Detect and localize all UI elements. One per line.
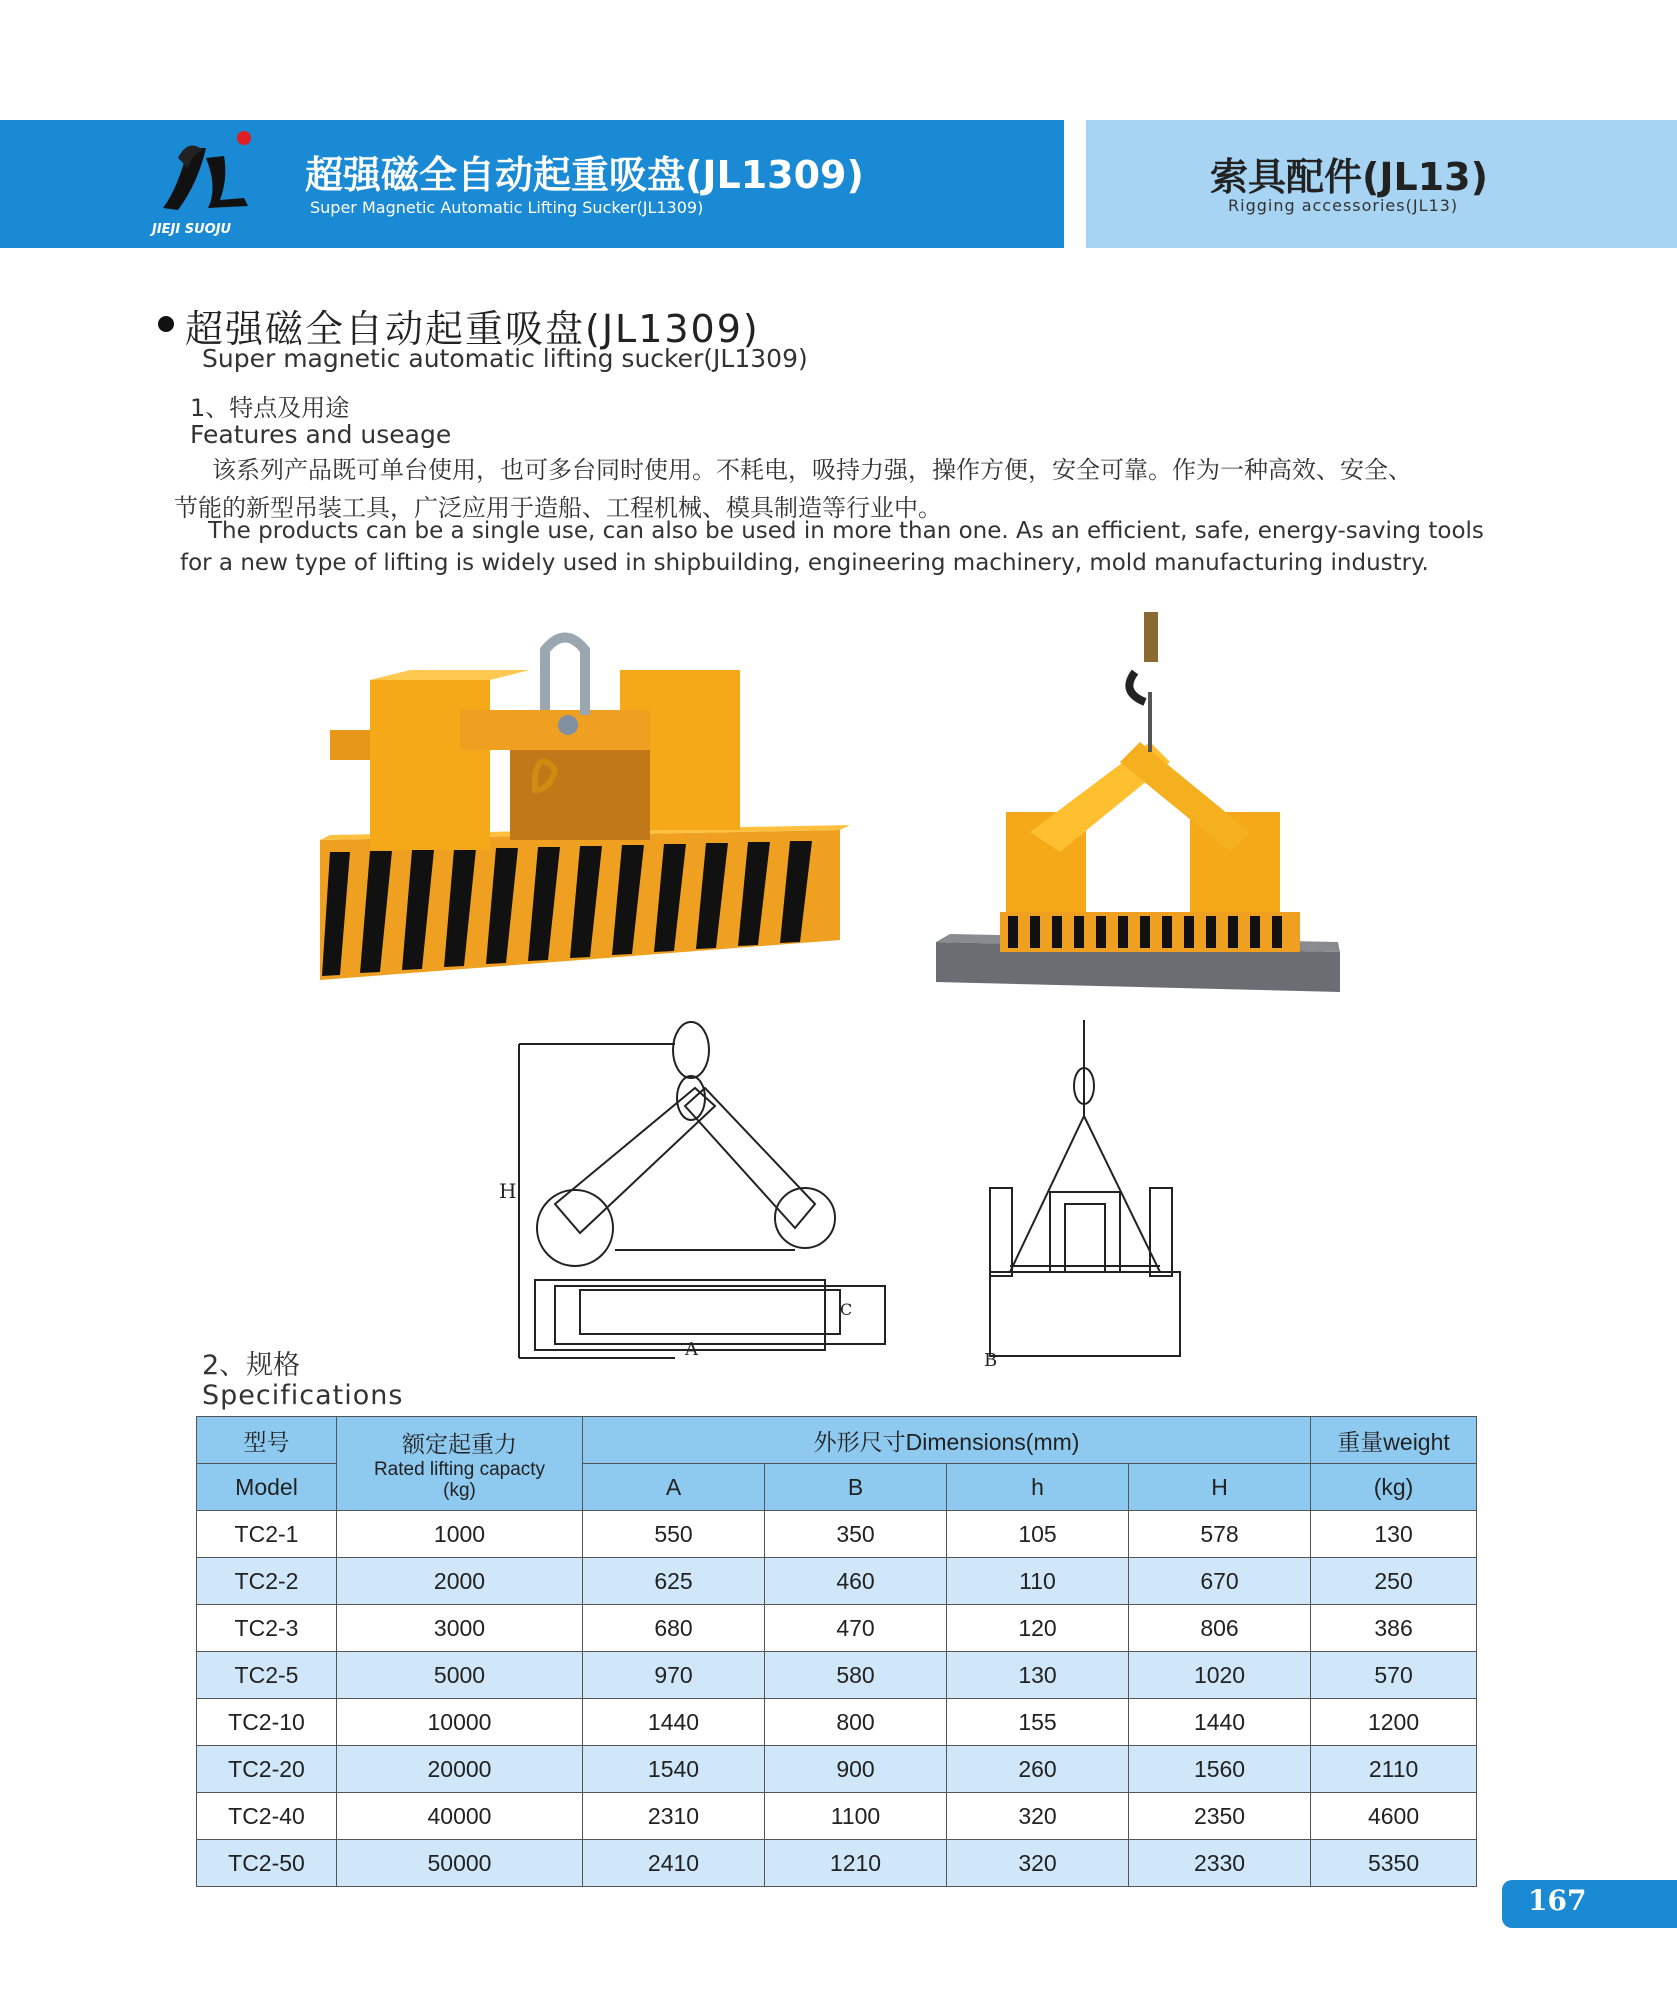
table-cell-weight: 386 xyxy=(1311,1605,1477,1652)
header-model-cn: 型号 xyxy=(197,1417,337,1464)
table-cell-H: 1560 xyxy=(1129,1746,1311,1793)
table-row xyxy=(197,1605,1477,1652)
table-cell-b: 470 xyxy=(765,1605,947,1652)
header-dim-h-small: h xyxy=(947,1464,1129,1511)
table-cell-capacity: 20000 xyxy=(337,1746,583,1793)
header-capacity xyxy=(337,1417,583,1511)
header-category-title: 索具配件(JL13) xyxy=(1210,155,1488,199)
table-cell-model: TC2-3 xyxy=(197,1605,337,1652)
features-heading-cn: 1、特点及用途 xyxy=(190,394,350,422)
table-row xyxy=(197,1840,1477,1887)
header-capacity-cn: 额定起重力 xyxy=(402,1431,517,1457)
header-dim-h-big: H xyxy=(1129,1464,1311,1511)
table-row xyxy=(197,1511,1477,1558)
product-photo-left xyxy=(310,630,850,990)
table-cell-b: 580 xyxy=(765,1652,947,1699)
table-cell-H: 670 xyxy=(1129,1558,1311,1605)
table-cell-weight: 5350 xyxy=(1311,1840,1477,1887)
table-cell-model: TC2-1 xyxy=(197,1511,337,1558)
drawing-label-c: C xyxy=(840,1300,853,1319)
spec-table xyxy=(196,1416,1477,1887)
product-photo-right xyxy=(930,612,1350,1002)
spec-heading-en: Specifications xyxy=(202,1380,404,1411)
table-cell-h: 130 xyxy=(947,1652,1129,1699)
header-weight-unit: (kg) xyxy=(1311,1464,1477,1511)
page-number: 167 xyxy=(1528,1884,1587,1917)
table-cell-model: TC2-50 xyxy=(197,1840,337,1887)
header-subtitle: Super Magnetic Automatic Lifting Sucker(JL1309) xyxy=(310,198,704,217)
table-cell-weight: 250 xyxy=(1311,1558,1477,1605)
section-subtitle: Super magnetic automatic lifting sucker(JL1309) xyxy=(202,344,808,373)
header-weight: 重量weight xyxy=(1311,1417,1477,1464)
description-cn-line2: 节能的新型吊装工具，广泛应用于造船、工程机械、模具制造等行业中。 xyxy=(174,494,942,522)
table-cell-weight: 4600 xyxy=(1311,1793,1477,1840)
description-en-line1: The products can be a single use, can also be used in more than one. As an efficient, safe, energy-saving tools xyxy=(208,518,1484,544)
table-cell-h: 105 xyxy=(947,1511,1129,1558)
table-cell-model: TC2-40 xyxy=(197,1793,337,1840)
table-cell-b: 1100 xyxy=(765,1793,947,1840)
drawing-label-a: A xyxy=(685,1339,698,1360)
table-cell-model: TC2-2 xyxy=(197,1558,337,1605)
table-cell-a: 970 xyxy=(583,1652,765,1699)
table-cell-b: 460 xyxy=(765,1558,947,1605)
table-cell-weight: 570 xyxy=(1311,1652,1477,1699)
header-title: 超强磁全自动起重吸盘(JL1309) xyxy=(305,153,864,197)
table-cell-model: TC2-20 xyxy=(197,1746,337,1793)
table-cell-weight: 130 xyxy=(1311,1511,1477,1558)
header-dimensions: 外形尺寸Dimensions(mm) xyxy=(583,1417,1311,1464)
header-dim-a: A xyxy=(583,1464,765,1511)
table-cell-H: 1020 xyxy=(1129,1652,1311,1699)
technical-drawing-side xyxy=(980,1016,1190,1370)
table-cell-h: 120 xyxy=(947,1605,1129,1652)
table-cell-h: 110 xyxy=(947,1558,1129,1605)
header-dim-b: B xyxy=(765,1464,947,1511)
table-row xyxy=(197,1699,1477,1746)
table-cell-H: 1440 xyxy=(1129,1699,1311,1746)
table-cell-model: TC2-10 xyxy=(197,1699,337,1746)
drawing-label-b: B xyxy=(984,1350,998,1370)
table-cell-capacity: 1000 xyxy=(337,1511,583,1558)
features-heading-en: Features and useage xyxy=(190,420,452,449)
table-cell-H: 2350 xyxy=(1129,1793,1311,1840)
technical-drawing-front xyxy=(495,1018,895,1370)
description-cn-line1: 该系列产品既可单台使用，也可多台同时使用。不耗电，吸持力强，操作方便，安全可靠。作为一种高效、安全、 xyxy=(212,456,1412,484)
table-cell-a: 2310 xyxy=(583,1793,765,1840)
table-cell-b: 900 xyxy=(765,1746,947,1793)
table-cell-capacity: 50000 xyxy=(337,1840,583,1887)
table-cell-H: 578 xyxy=(1129,1511,1311,1558)
table-row xyxy=(197,1558,1477,1605)
table-cell-capacity: 40000 xyxy=(337,1793,583,1840)
header-model-en: Model xyxy=(197,1464,337,1511)
header-category-subtitle: Rigging accessories(JL13) xyxy=(1228,196,1459,215)
table-cell-b: 1210 xyxy=(765,1840,947,1887)
table-cell-a: 625 xyxy=(583,1558,765,1605)
drawing-label-h: H xyxy=(499,1179,517,1203)
bullet-icon xyxy=(158,316,174,332)
header-capacity-unit: (kg) xyxy=(443,1480,476,1501)
table-row xyxy=(197,1793,1477,1840)
table-cell-h: 320 xyxy=(947,1840,1129,1887)
table-cell-model: TC2-5 xyxy=(197,1652,337,1699)
table-cell-a: 1440 xyxy=(583,1699,765,1746)
table-cell-H: 806 xyxy=(1129,1605,1311,1652)
header-capacity-en: Rated lifting capacty xyxy=(373,1459,546,1480)
table-cell-h: 260 xyxy=(947,1746,1129,1793)
table-cell-weight: 1200 xyxy=(1311,1699,1477,1746)
table-cell-capacity: 2000 xyxy=(337,1558,583,1605)
table-cell-capacity: 10000 xyxy=(337,1699,583,1746)
table-cell-H: 2330 xyxy=(1129,1840,1311,1887)
table-cell-b: 350 xyxy=(765,1511,947,1558)
table-row xyxy=(197,1652,1477,1699)
spec-heading-cn: 2、规格 xyxy=(202,1350,301,1381)
table-cell-capacity: 3000 xyxy=(337,1605,583,1652)
table-cell-a: 550 xyxy=(583,1511,765,1558)
table-cell-h: 155 xyxy=(947,1699,1129,1746)
table-cell-h: 320 xyxy=(947,1793,1129,1840)
table-cell-weight: 2110 xyxy=(1311,1746,1477,1793)
logo-text: JIEJI SUOJU xyxy=(152,222,232,237)
table-cell-b: 800 xyxy=(765,1699,947,1746)
table-cell-a: 680 xyxy=(583,1605,765,1652)
table-row xyxy=(197,1746,1477,1793)
table-cell-a: 2410 xyxy=(583,1840,765,1887)
table-cell-capacity: 5000 xyxy=(337,1652,583,1699)
table-cell-a: 1540 xyxy=(583,1746,765,1793)
section-title: 超强磁全自动起重吸盘(JL1309) xyxy=(185,307,760,351)
description-en-line2: for a new type of lifting is widely used in shipbuilding, engineering machinery, mold manufacturing industry. xyxy=(180,550,1429,576)
